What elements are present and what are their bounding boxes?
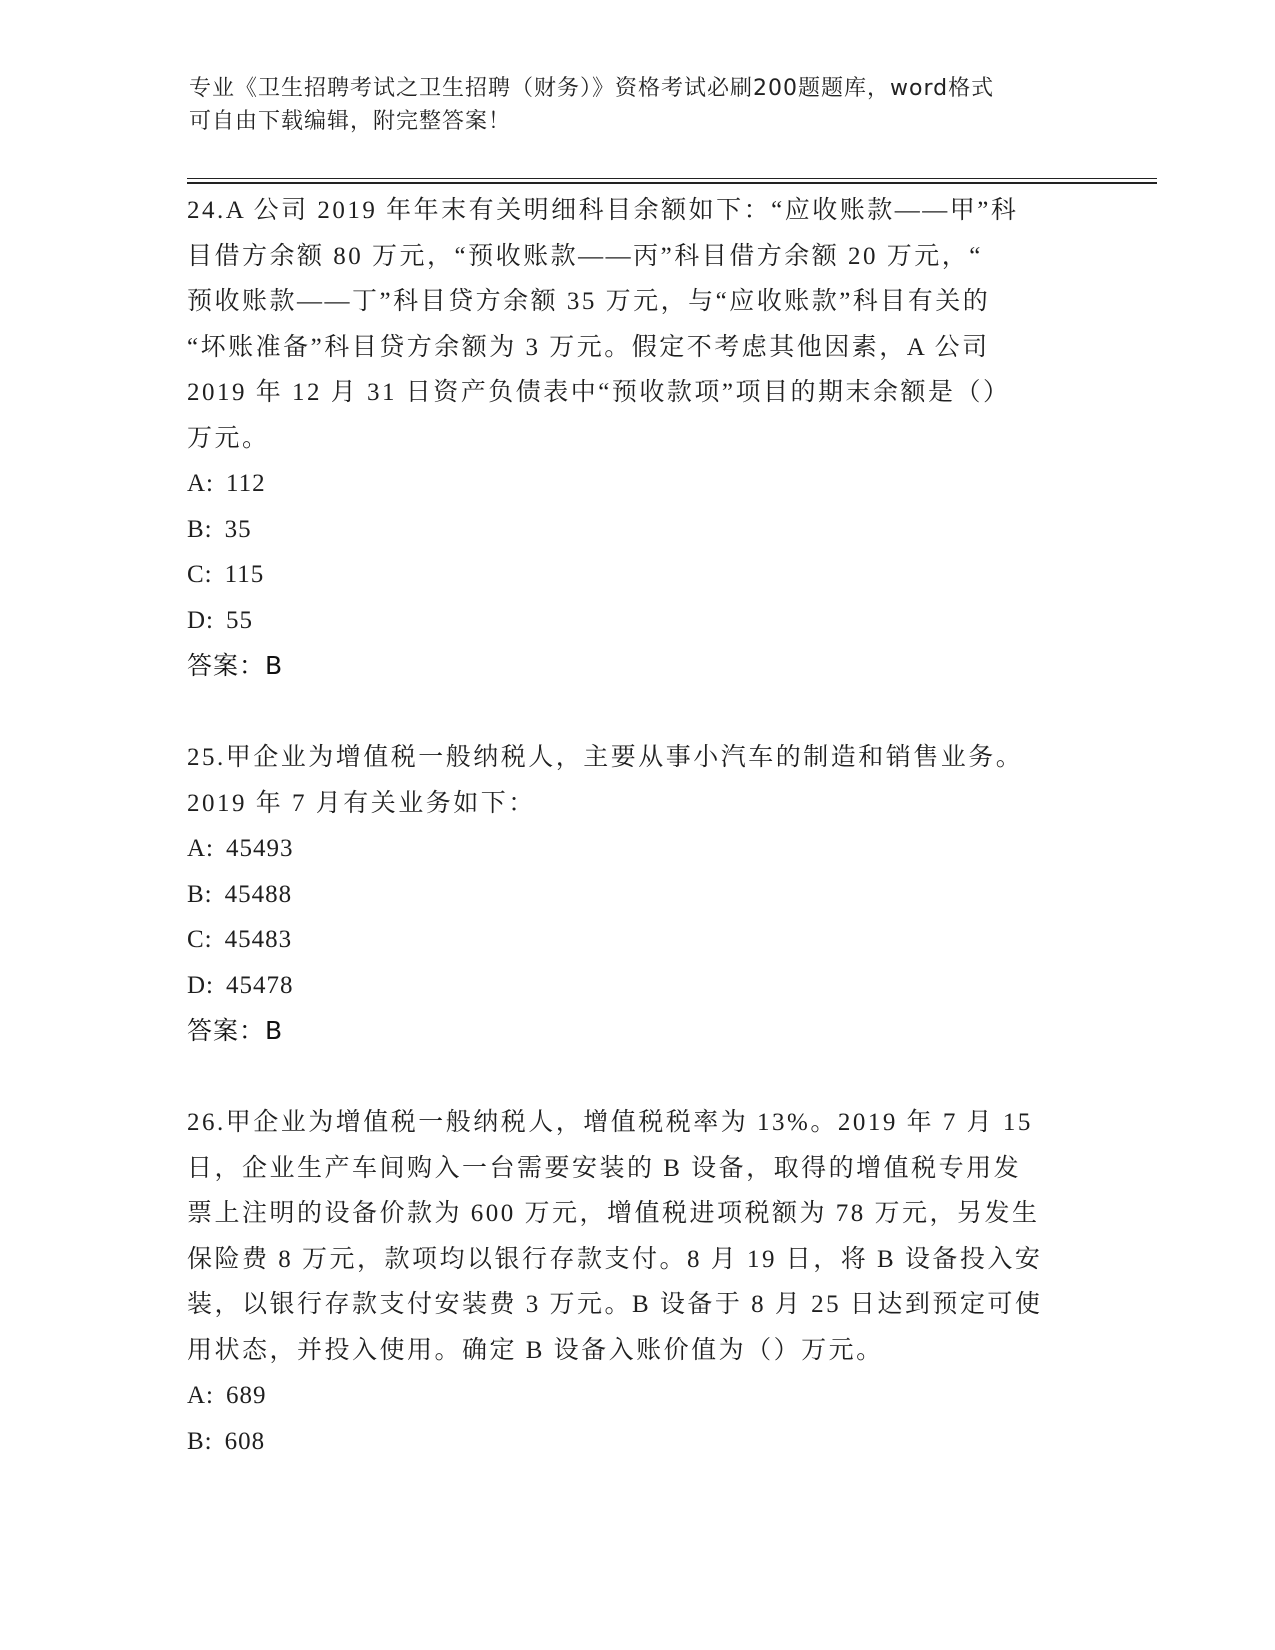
option-b: [187, 872, 1087, 918]
option-d: [187, 963, 1087, 1009]
answer-label: 答案：B: [187, 1016, 284, 1045]
option-value: 55: [226, 606, 253, 634]
question-line: 2019 年 7 月有关业务如下：: [187, 789, 536, 817]
question-24: [187, 188, 1087, 689]
header-line-2: 可自由下载编辑，附完整答案！: [189, 109, 512, 134]
option-key: D:: [187, 971, 214, 999]
answer-label: 答案：B: [187, 651, 284, 680]
option-key: C:: [187, 561, 213, 588]
option-key: A:: [187, 835, 214, 862]
question-line: 票上注明的设备价款为 600 万元，增值税进项税额为 78 万元，另发生: [187, 1200, 1040, 1227]
option-list: [187, 826, 1087, 1008]
option-key: B:: [187, 1427, 213, 1455]
option-value: 112: [226, 470, 266, 497]
question-line: 日，企业生产车间购入一台需要安装的 B 设备，取得的增值税专用发: [187, 1154, 1022, 1182]
question-line: 目借方余额 80 万元，“预收账款——丙”科目借方余额 20 万元，“: [187, 242, 983, 270]
question-line: 万元。: [187, 424, 270, 452]
option-value: 45478: [226, 971, 294, 999]
option-key: D:: [187, 606, 214, 634]
option-key: A:: [187, 1382, 214, 1409]
option-b: [187, 507, 1087, 553]
question-line: 预收账款——丁”科目贷方余额 35 万元，与“应收账款”科目有关的: [187, 288, 991, 315]
option-key: C:: [187, 926, 213, 953]
option-list: [187, 461, 1087, 643]
option-a: [187, 826, 1087, 872]
question-line: 用状态，并投入使用。确定 B 设备入账价值为（）万元。: [187, 1336, 884, 1364]
question-line: 保险费 8 万元，款项均以银行存款支付。8 月 19 日，将 B 设备投入安: [187, 1245, 1043, 1273]
question-line: “坏账准备”科目贷方余额为 3 万元。假定不考虑其他因素，A 公司: [187, 333, 990, 361]
question-line: 2019 年 12 月 31 日资产负债表中“预收款项”项目的期末余额是（）: [187, 379, 1011, 406]
question-line: 装，以银行存款支付安装费 3 万元。B 设备于 8 月 25 日达到预定可使: [187, 1291, 1043, 1318]
option-a: [187, 1373, 1087, 1419]
option-value: 45483: [224, 926, 293, 953]
option-c: [187, 552, 1087, 598]
option-key: A:: [187, 470, 214, 497]
header-line-1: 专业《卫生招聘考试之卫生招聘（财务）》资格考试必刷200题题库，word格式: [189, 76, 995, 101]
document-header: [189, 72, 1069, 138]
question-line: 26.甲企业为增值税一般纳税人，增值税税率为 13%。2019 年 7 月 15: [187, 1109, 1033, 1136]
question-line: 25.甲企业为增值税一般纳税人，主要从事小汽车的制造和销售业务。: [187, 744, 1024, 771]
question-text: [187, 188, 1087, 461]
option-c: [187, 917, 1087, 963]
option-value: 689: [226, 1382, 267, 1409]
option-value: 608: [224, 1427, 266, 1455]
option-value: 115: [224, 561, 265, 588]
option-key: B:: [187, 880, 213, 908]
option-value: 45488: [224, 880, 293, 908]
option-value: 35: [224, 515, 252, 543]
option-d: [187, 598, 1087, 644]
option-a: [187, 461, 1087, 507]
header-divider-thick: [187, 182, 1157, 184]
question-line: 24.A 公司 2019 年年末有关明细科目余额如下：“应收账款——甲”科: [187, 197, 1019, 224]
option-key: B:: [187, 515, 213, 543]
header-divider-thin: [187, 178, 1157, 179]
option-b: [187, 1419, 1087, 1465]
option-list: [187, 1373, 1087, 1464]
question-26: [187, 1100, 1087, 1464]
question-25: [187, 735, 1087, 1054]
option-value: 45493: [226, 835, 294, 862]
question-text: [187, 1100, 1087, 1373]
question-text: [187, 735, 1087, 826]
